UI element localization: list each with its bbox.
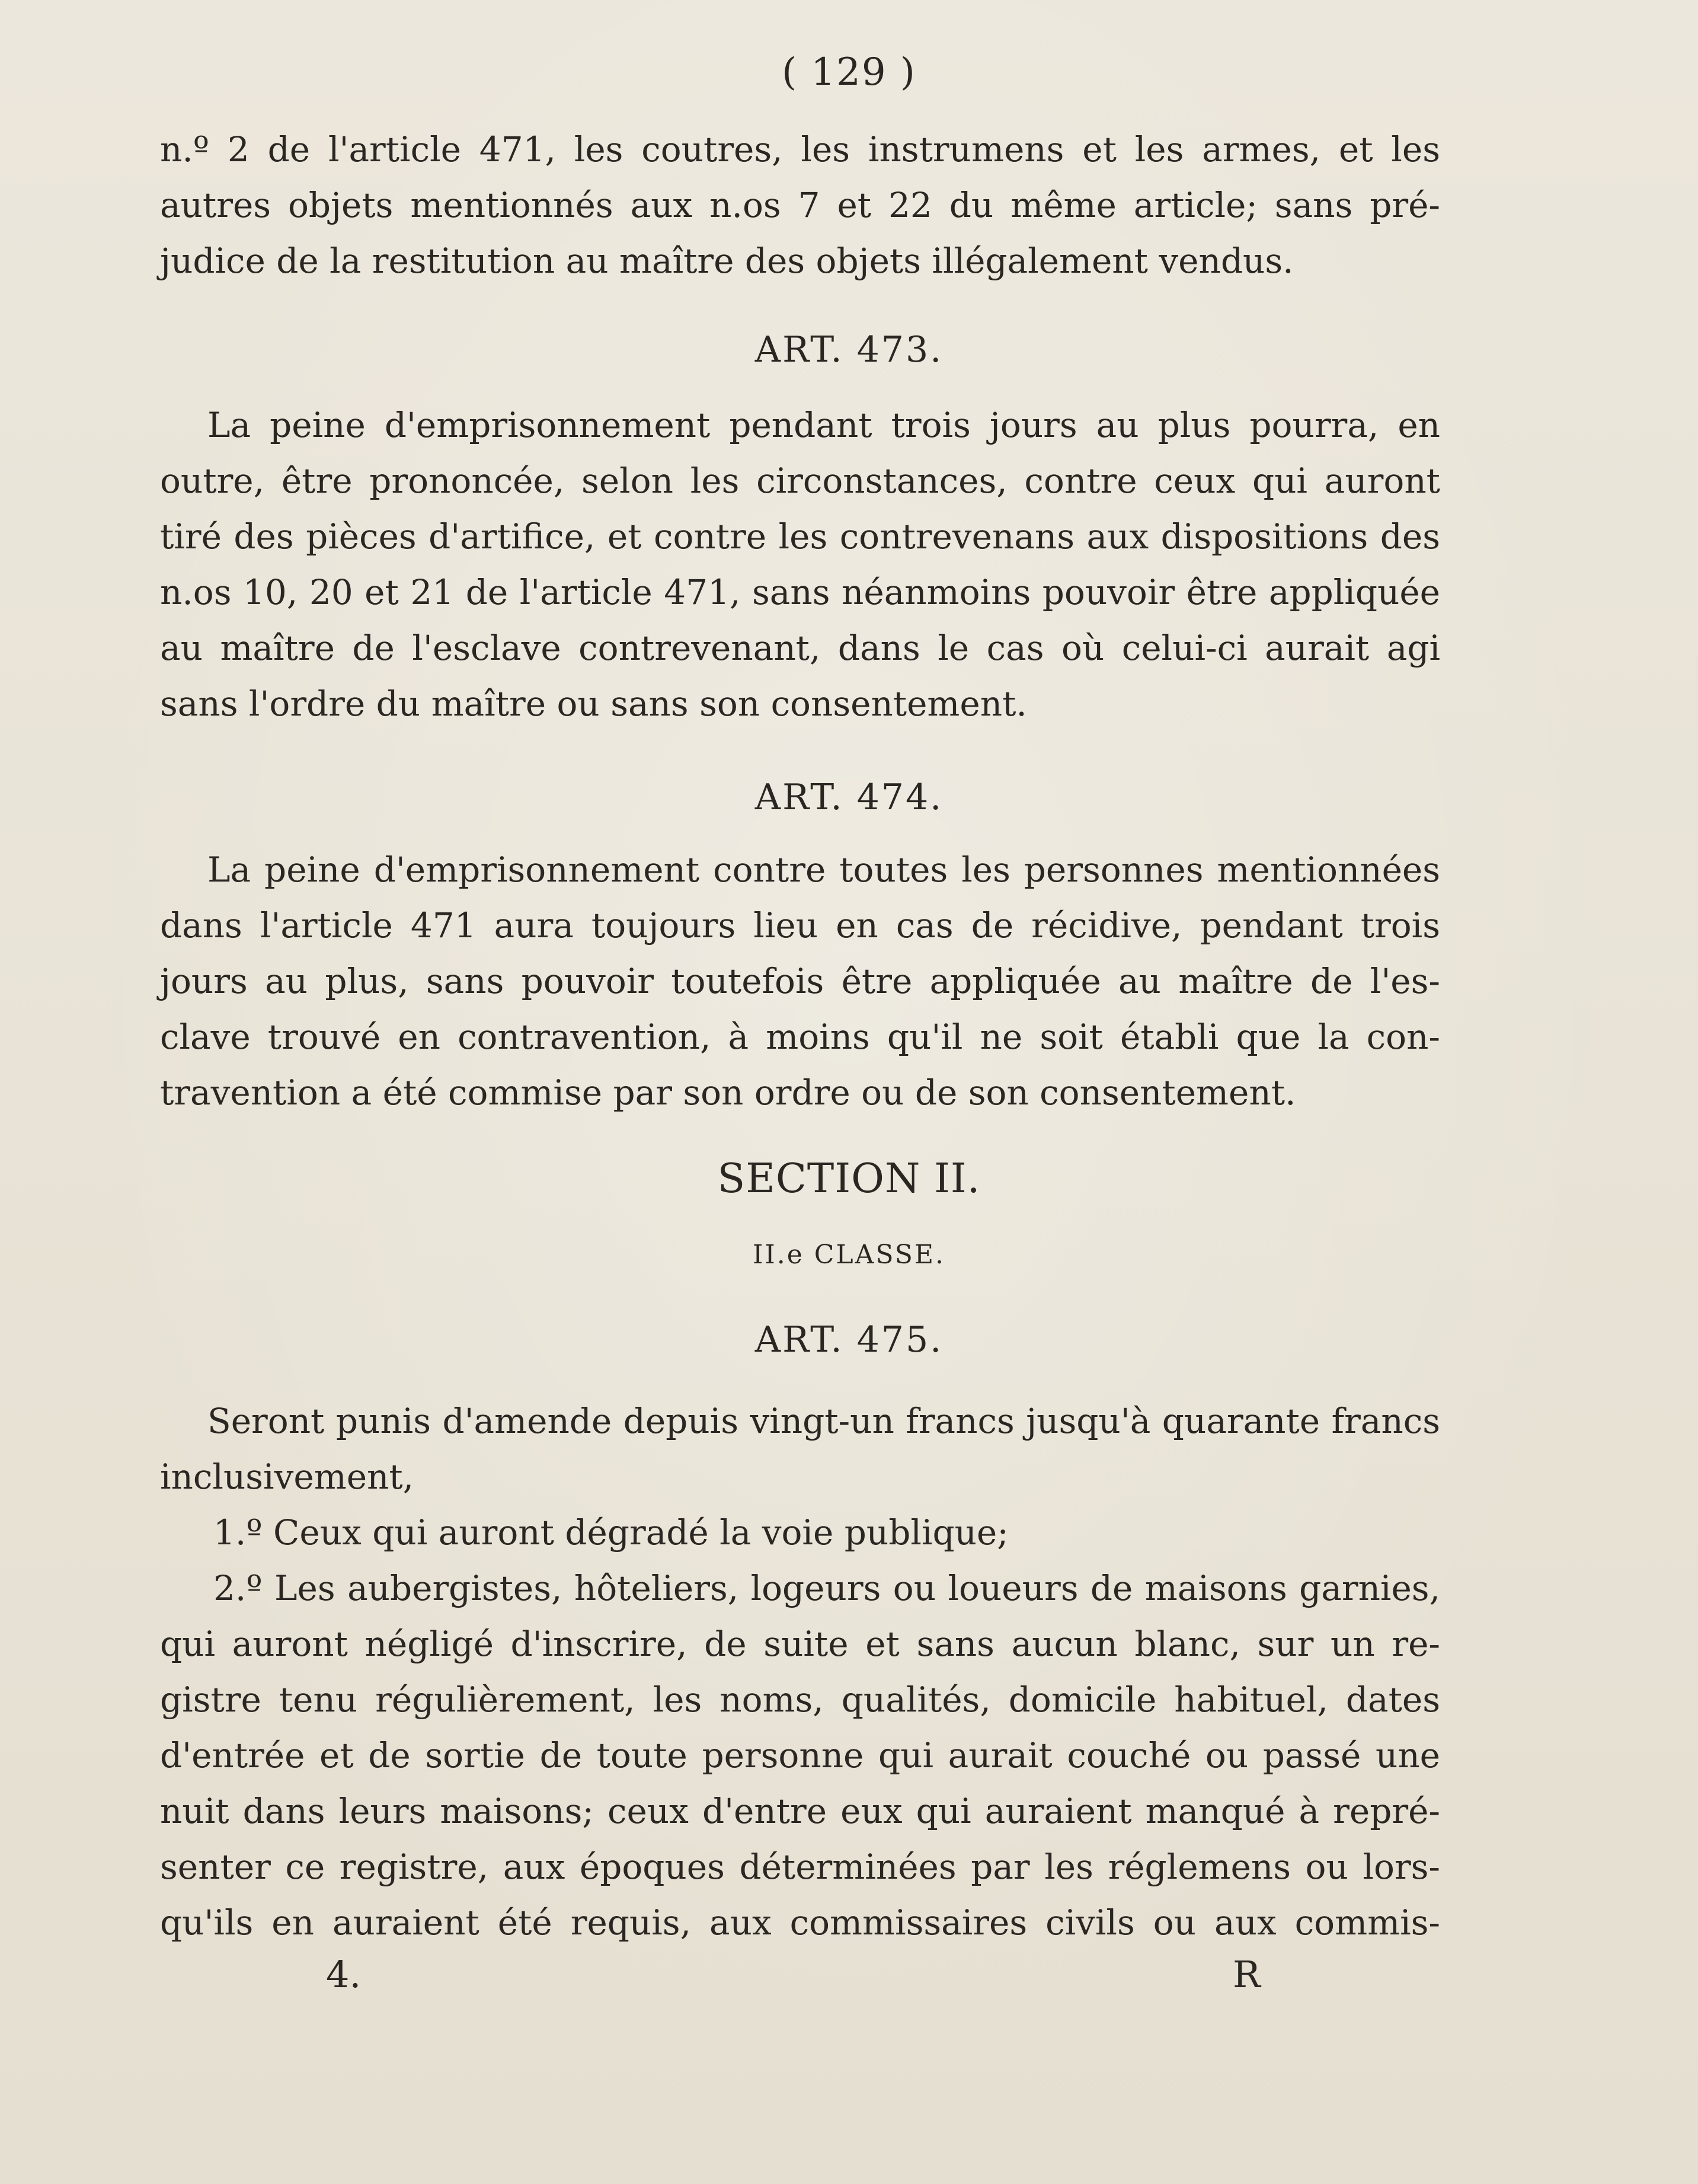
text-line: La peine d'emprisonnement contre toutes les personnes mentionnées xyxy=(207,850,1440,890)
article-474-text xyxy=(160,842,1440,1120)
text-line: n.os 10, 20 et 21 de l'article 471, sans néanmoins pouvoir être appliquée xyxy=(160,572,1440,612)
text-line: qui auront négligé d'inscrire, de suite et sans aucun blanc, sur un re- xyxy=(160,1624,1440,1664)
article-475-heading: ART. 475. xyxy=(754,1319,944,1361)
text-line: judice de la restitution au maître des objets illégalement vendus. xyxy=(160,241,1294,281)
catchword: R xyxy=(1233,1953,1261,1996)
text-line: clave trouvé en contravention, à moins qu'il ne soit établi que la con- xyxy=(160,1017,1440,1057)
text-line: 1.º Ceux qui auront dégradé la voie publique; xyxy=(213,1512,1009,1553)
section-classe: II.e CLASSE. xyxy=(752,1240,946,1270)
text-line: jours au plus, sans pouvoir toutefois être appliquée au maître de l'es- xyxy=(160,961,1440,1001)
text-line: 2.º Les aubergistes, hôteliers, logeurs ou loueurs de maisons garnies, xyxy=(213,1568,1440,1608)
page-number: ( 129 ) xyxy=(782,50,916,94)
text-line: n.º 2 de l'article 471, les coutres, les instrumens et les armes, et les xyxy=(160,129,1440,170)
top-paragraph xyxy=(160,122,1440,289)
text-line: tiré des pièces d'artifice, et contre les contrevenans aux dispositions des xyxy=(160,516,1440,557)
article-473-heading: ART. 473. xyxy=(754,329,944,371)
article-473-text xyxy=(160,397,1440,732)
text-line: au maître de l'esclave contrevenant, dans le cas où celui-ci aurait agi xyxy=(160,628,1440,668)
section-title: SECTION II. xyxy=(717,1155,981,1202)
signature-mark: 4. xyxy=(326,1953,362,1996)
text-line: gistre tenu régulièrement, les noms, qualités, domicile habituel, dates xyxy=(160,1679,1440,1720)
text-line: dans l'article 471 aura toujours lieu en cas de récidive, pendant trois xyxy=(160,905,1440,946)
text-line: sans l'ordre du maître ou sans son consentement. xyxy=(160,684,1027,724)
article-474-heading: ART. 474. xyxy=(754,777,944,818)
text-line: senter ce registre, aux époques déterminées par les réglemens ou lors- xyxy=(160,1847,1440,1887)
text-line: travention a été commise par son ordre ou de son consentement. xyxy=(160,1072,1296,1113)
text-line: d'entrée et de sortie de toute personne qui aurait couché ou passé une xyxy=(160,1735,1440,1776)
text-line: inclusivement, xyxy=(160,1457,414,1497)
text-line: La peine d'emprisonnement pendant trois jours au plus pourra, en xyxy=(207,405,1440,445)
text-line: autres objets mentionnés aux n.os 7 et 22 du même article; sans pré- xyxy=(160,185,1440,225)
text-line: nuit dans leurs maisons; ceux d'entre eux qui auraient manqué à repré- xyxy=(160,1791,1440,1831)
text-line: Seront punis d'amende depuis vingt-un francs jusqu'à quarante francs xyxy=(207,1401,1440,1441)
text-line: outre, être prononcée, selon les circonstances, contre ceux qui auront xyxy=(160,461,1440,501)
text-line: qu'ils en auraient été requis, aux commissaires civils ou aux commis- xyxy=(160,1902,1440,1943)
article-475-text xyxy=(160,1393,1440,1950)
